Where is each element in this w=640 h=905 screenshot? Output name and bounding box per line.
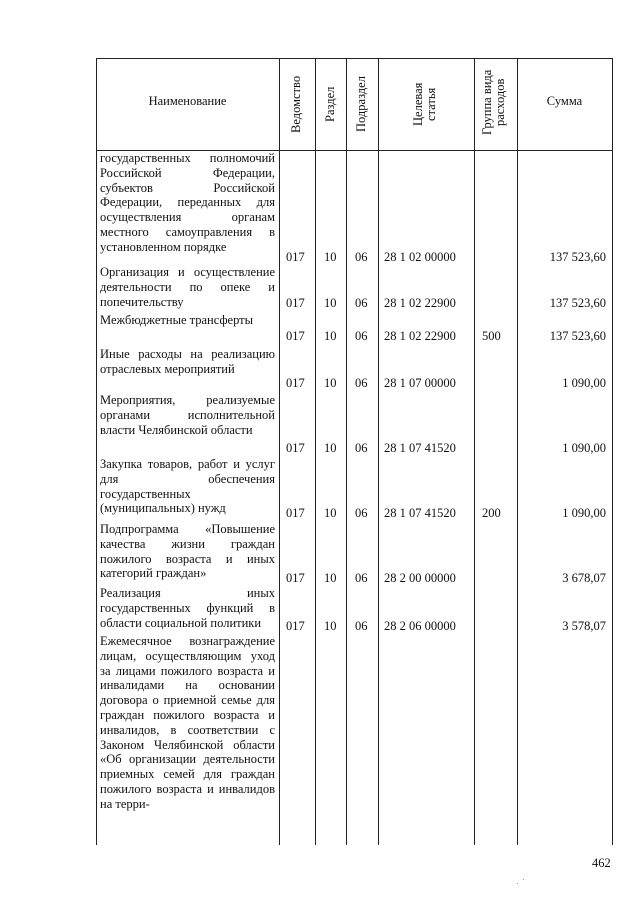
row-pr: 06 — [355, 506, 368, 520]
row-sum: 1 090,00 — [562, 376, 606, 390]
column-divider — [378, 58, 379, 845]
header-podrazdel: Подраздел — [354, 76, 368, 132]
row-rz: 10 — [324, 506, 337, 520]
row-pr: 06 — [355, 250, 368, 264]
row-rz: 10 — [324, 571, 337, 585]
header-razdel: Раздел — [323, 86, 337, 122]
row-rz: 10 — [324, 250, 337, 264]
budget-table — [96, 58, 612, 845]
row-sum: 1 090,00 — [562, 441, 606, 455]
header-name: Наименование — [148, 94, 227, 108]
row-name: Закупка товаров, работ и услуг для обеспечения государственных (муниципальных) нужд — [100, 457, 275, 516]
row-name: Иные расходы на реализацию отраслевых мероприятий — [100, 347, 275, 376]
row-ved: 017 — [286, 441, 305, 455]
row-pr: 06 — [355, 619, 368, 633]
row-pr: 06 — [355, 329, 368, 343]
row-sum: 137 523,60 — [549, 250, 606, 264]
row-ved: 017 — [286, 506, 305, 520]
row-name: государственных полномочий Российской Федерации, субъектов Российской Федерации, переданных для осуществления органам местного самоуправления в установленном порядке — [100, 151, 275, 254]
row-pr: 06 — [355, 441, 368, 455]
row-ved: 017 — [286, 296, 305, 310]
row-sum: 3 678,07 — [562, 571, 606, 585]
column-divider — [279, 58, 280, 845]
row-name: Организация и осуществление деятельности по опеке и попечительству — [100, 265, 275, 309]
row-sum: 137 523,60 — [549, 296, 606, 310]
row-rz: 10 — [324, 376, 337, 390]
scan-speck — [523, 879, 524, 880]
table-border-top — [96, 58, 612, 59]
row-ved: 017 — [286, 250, 305, 264]
row-name: Реализация иных государственных функций в области социальной политики — [100, 586, 275, 630]
header-gruppa-line1: Группа вида — [480, 69, 494, 135]
row-rz: 10 — [324, 329, 337, 343]
row-rz: 10 — [324, 441, 337, 455]
row-ved: 017 — [286, 571, 305, 585]
row-cs: 28 1 07 41520 — [384, 441, 456, 455]
row-sum: 1 090,00 — [562, 506, 606, 520]
table-border-left — [96, 58, 97, 845]
column-divider — [346, 58, 347, 845]
header-vedomstvo: Ведомство — [289, 75, 303, 133]
header-statya-line2: статья — [424, 87, 438, 121]
row-cs: 28 1 02 22900 — [384, 329, 456, 343]
page-number: 462 — [592, 856, 611, 870]
row-pr: 06 — [355, 571, 368, 585]
row-ved: 017 — [286, 619, 305, 633]
row-cs: 28 1 07 41520 — [384, 506, 456, 520]
row-name: Подпрограмма «Повышение качества жизни граждан пожилого возраста и иных категорий граждан» — [100, 522, 275, 581]
row-pr: 06 — [355, 376, 368, 390]
row-vr: 200 — [482, 506, 501, 520]
column-divider — [517, 58, 518, 845]
row-rz: 10 — [324, 619, 337, 633]
row-rz: 10 — [324, 296, 337, 310]
row-sum: 3 578,07 — [562, 619, 606, 633]
row-vr: 500 — [482, 329, 501, 343]
row-cs: 28 1 02 22900 — [384, 296, 456, 310]
table-border-right — [612, 58, 613, 845]
header-statya-line1: Целевая — [411, 82, 425, 126]
column-divider — [474, 58, 475, 845]
header-gruppa-line2: расходов — [493, 78, 507, 126]
column-divider — [315, 58, 316, 845]
row-cs: 28 1 07 00000 — [384, 376, 456, 390]
row-ved: 017 — [286, 329, 305, 343]
row-ved: 017 — [286, 376, 305, 390]
row-name: Межбюджетные трансферты — [100, 313, 254, 327]
row-sum: 137 523,60 — [549, 329, 606, 343]
header-statya — [412, 64, 438, 144]
row-cs: 28 2 06 00000 — [384, 619, 456, 633]
row-cs: 28 1 02 00000 — [384, 250, 456, 264]
header-gruppa — [481, 60, 507, 144]
scan-speck — [517, 883, 518, 884]
row-name: Мероприятия, реализуемые органами исполнительной власти Челябинской области — [100, 393, 275, 437]
header-summa: Сумма — [546, 94, 583, 108]
row-cs: 28 2 00 00000 — [384, 571, 456, 585]
row-name: Ежемесячное вознаграждение лицам, осуществляющим уход за лицами пожилого возраста и инвалидами на основании договора о приемной семье для граждан пожилого возраста и инвалидов, в соответствии с Законом Челябинской области «Об организации деятельности приемных семей для граждан пожилого возраста и инвалидов на терри- — [100, 634, 275, 811]
row-pr: 06 — [355, 296, 368, 310]
